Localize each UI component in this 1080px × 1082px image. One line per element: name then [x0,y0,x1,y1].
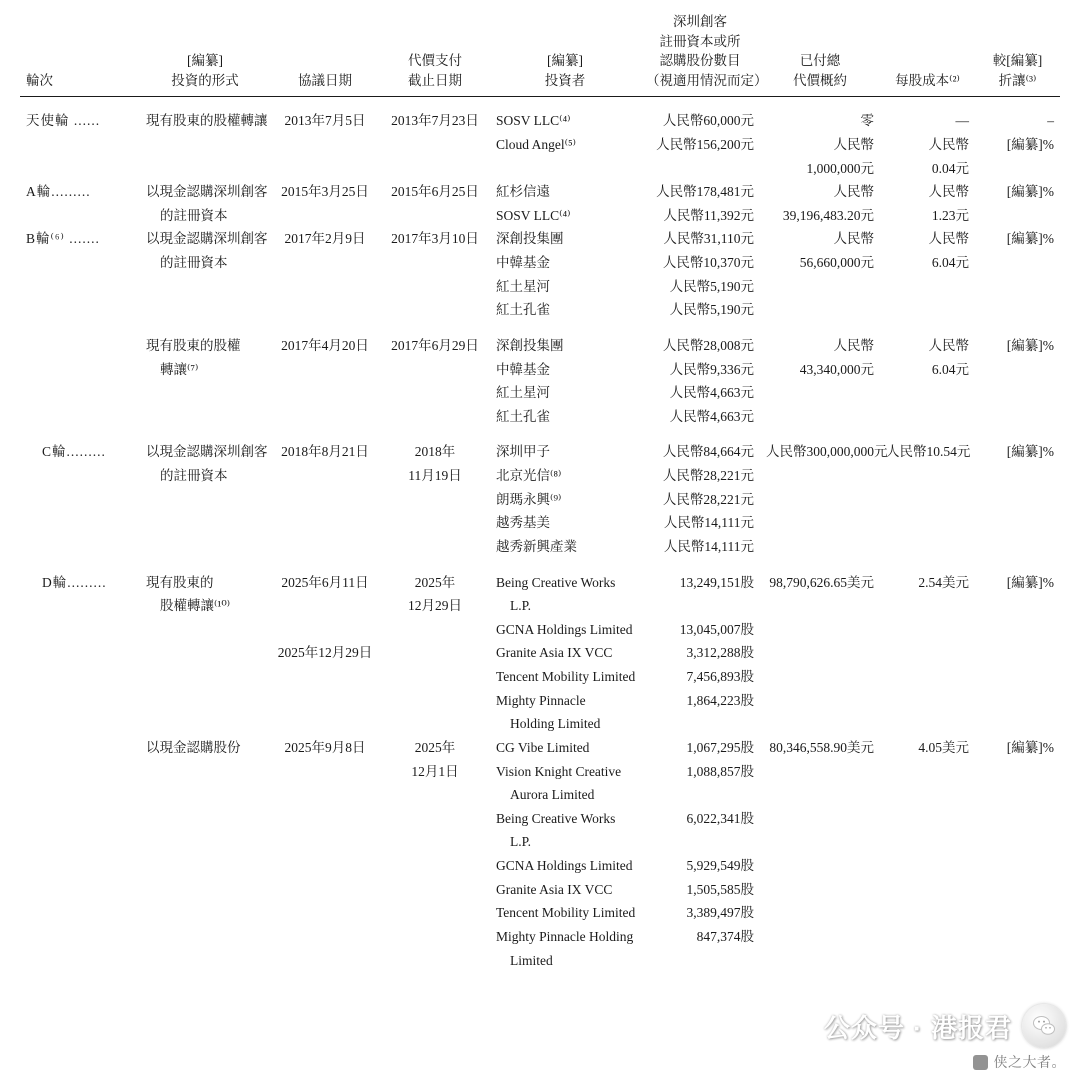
cell-line: Cloud Angel⁽⁵⁾ [496,136,576,152]
cell-line: 12月1日 [411,763,459,779]
cell-agreement-date [270,440,380,558]
cell-line: 人民幣9,336元 [669,361,754,377]
cell-line: 人民幣 [928,337,969,353]
cell-line: 越秀基美 [496,515,550,531]
cell-line: GCNA Holdings Limited [496,621,633,637]
cell-line: Granite Asia IX VCC [496,645,613,661]
cell-cost-per-share [880,571,975,736]
cell-cost-per-share [880,109,975,180]
cell-form [140,227,270,322]
spacer-row [20,428,1060,440]
cell-line: [編纂]% [1006,574,1054,590]
cell-line: 2017年6月29日 [391,337,479,353]
table-row [20,334,1060,429]
cell-line: 以現金認購深圳創客 [146,184,268,200]
cell-line: 人民幣28,221元 [662,468,754,483]
spacer-row [20,97,1060,110]
cell-line: [編纂]% [1006,136,1054,152]
cell-form [140,334,270,429]
cell-agreement-date [270,571,380,736]
cell-line: 1,000,000元 [806,160,874,176]
cell-line: 人民幣60,000元 [662,113,754,129]
cell-form [140,109,270,180]
cell-line: 中韓基金 [496,361,550,377]
cell-line: [編纂]% [1006,444,1054,460]
cell-total-consideration [760,180,880,227]
watermark-subtext: 侠之大者。 [993,1054,1066,1070]
cell-line: 4.05美元 [918,739,969,755]
cell-line: 越秀新興產業 [496,538,577,554]
table-row [20,227,1060,322]
cell-form [140,440,270,558]
cell-discount [975,109,1060,180]
header-line: 投資的形式 [171,72,239,88]
cell-line: Being Creative Works [496,810,616,826]
column-header-cost-per-share [880,12,975,97]
cell-line: 2025年6月11日 [281,574,369,590]
cell-line: [編纂]% [1006,337,1054,353]
cell-cost-per-share [880,180,975,227]
cell-line: Mighty Pinnacle [496,692,586,708]
cell-line: 人民幣156,200元 [656,136,754,152]
table-row [20,180,1060,227]
header-line: 折讓⁽³⁾ [998,72,1037,88]
cell-total-consideration [760,334,880,429]
cell-line: 1,067,295股 [686,739,754,755]
cell-line: [編纂]% [1006,739,1054,755]
cell-form [140,571,270,736]
cell-line: 人民幣 [833,136,874,152]
cell-line: Tencent Mobility Limited [496,669,636,684]
header-line: 代價概約 [793,72,847,88]
cell-amount [640,440,760,558]
cell-line: 2025年12月29日 [277,645,373,661]
header-line: 輪次 [26,72,53,88]
cell-line: 3,389,497股 [686,905,754,921]
cell-investors [490,440,640,558]
column-header-form [140,12,270,97]
cell-line: 1,088,857股 [686,763,754,779]
column-header-agreement-date [270,12,380,97]
column-header-registered-capital [640,12,768,97]
cell-line: 2.54美元 [918,574,969,590]
cell-agreement-date [270,334,380,429]
cell-discount [975,736,1060,972]
cell-total-consideration [760,440,888,558]
table-row [20,109,1060,180]
cell-line: 以現金認購股份 [146,739,241,755]
cell-line: 56,660,000元 [799,255,874,270]
cell-line: 人民幣10.54元 [886,444,971,460]
avatar [973,1055,988,1070]
cell-line: 2013年7月23日 [391,113,479,129]
cell-line: 朗瑪永興⁽⁹⁾ [496,491,562,507]
cell-line: 人民幣300,000,000元 [766,444,888,460]
cell-line: 2017年4月20日 [281,337,369,353]
cell-line: Tencent Mobility Limited [496,905,636,921]
spacer-row [20,559,1060,571]
cell-payment-deadline [380,109,490,180]
cell-investors [490,180,640,227]
cell-form [140,180,270,227]
cell-line: [編纂]% [1006,184,1054,200]
cell-line: 人民幣 [833,184,874,200]
cell-line: [編纂]% [1006,231,1054,247]
header-line: 認購股份數目 [659,53,741,69]
cell-total-consideration [760,109,880,180]
cell-total-consideration [760,736,880,972]
cell-line: Granite Asia IX VCC [496,881,613,897]
cell-line: 6,022,341股 [686,810,754,826]
cell-line: 深創投集團 [496,337,564,353]
cell-line: 13,249,151股 [679,574,754,590]
watermark-main-row [824,1004,1066,1048]
cell-line: 紅杉信遠 [496,184,550,200]
cell-line: 深創投集團 [496,231,564,247]
cell-discount [975,334,1060,429]
cell-line: 2018年8月21日 [281,444,369,460]
watermark [824,1004,1066,1072]
cell-round [20,571,140,736]
cell-line: 人民幣 [928,184,969,200]
cell-line: 7,456,893股 [686,669,754,684]
header-line: 截止日期 [408,72,462,88]
cell-amount [640,736,760,972]
cell-line: 2017年2月9日 [284,231,366,247]
cell-line: 紅土孔雀 [496,408,550,424]
cell-line: Holding Limited [510,716,601,732]
cell-round: A輪......... [26,184,91,200]
cell-line: 人民幣4,663元 [669,385,754,401]
column-header-payment-deadline [380,12,490,97]
cell-payment-deadline [380,440,490,558]
header-line: 協議日期 [298,72,352,88]
cell-line: 人民幣5,190元 [669,302,754,318]
column-header-discount [975,12,1060,97]
header-line: [編纂] [187,53,223,69]
cell-line: 轉讓⁽⁷⁾ [160,361,199,377]
cell-line: 北京光信⁽⁸⁾ [496,468,562,483]
cell-line: Limited [510,952,553,968]
cell-investors [490,334,640,429]
cell-round [20,334,140,429]
cell-agreement-date [270,736,380,972]
header-line: 註冊資本或所 [659,33,741,49]
cell-amount [640,334,760,429]
cell-line: CG Vibe Limited [496,739,590,755]
cell-discount [975,180,1060,227]
cell-line: — [955,113,969,129]
header-line: 已付總 [799,53,841,69]
table-body [20,97,1060,972]
cell-line: 現有股東的股權轉讓 [146,113,268,129]
cell-line: Vision Knight Creative [496,763,622,779]
header-line: 代價支付 [408,53,462,69]
cell-line: GCNA Holdings Limited [496,858,633,873]
cell-payment-deadline [380,571,490,736]
cell-form [140,736,270,972]
header-line: 深圳創客 [673,14,727,29]
cell-round [20,736,140,972]
cell-line: 人民幣28,008元 [662,337,754,353]
document-page [0,12,1080,1082]
cell-line: 98,790,626.65美元 [769,574,874,590]
cell-line: 人民幣4,663元 [669,408,754,424]
cell-line: L.P. [510,598,532,614]
watermark-author [973,1052,1067,1072]
cell-line: 1,864,223股 [686,692,754,708]
cell-line: Mighty Pinnacle Holding [496,928,634,944]
cell-line: 847,374股 [696,928,754,944]
spacer-row [20,322,1060,334]
cell-line: 人民幣5,190元 [669,278,754,294]
cell-line: 12月29日 [408,598,462,614]
cell-line: D輪......... [42,574,107,590]
cell-line: 2013年7月5日 [284,113,366,129]
cell-line: 人民幣84,664元 [662,444,754,460]
cell-total-consideration [760,227,880,322]
cell-line: 5,929,549股 [686,858,754,873]
cell-line: 的註冊資本 [160,468,228,483]
cell-line: 人民幣 [928,136,969,152]
cell-amount [640,180,760,227]
cell-line: 紅土星河 [496,385,550,401]
cell-cost-per-share [880,334,975,429]
watermark-text: 公众号 · 港报君 [823,1012,1012,1043]
cell-line: 2015年6月25日 [391,184,479,200]
cell-payment-deadline [380,180,490,227]
cell-payment-deadline [380,227,490,322]
cell-total-consideration [760,571,880,736]
cell-round: B輪⁽⁶⁾ ....... [26,231,100,247]
cell-cost-per-share [880,736,975,972]
cell-line: 的註冊資本 [160,207,228,223]
cell-line: 現有股東的 [146,574,214,590]
header-line: 每股成本⁽²⁾ [895,72,960,88]
cell-line: 人民幣 [833,337,874,353]
cell-investors [490,227,640,322]
column-header-total-consideration [760,12,880,97]
cell-line: 1,505,585股 [686,881,754,897]
cell-discount [975,440,1060,558]
cell-line: 1.23元 [931,207,969,223]
cell-line: 股權轉讓⁽¹⁰⁾ [160,598,231,614]
cell-agreement-date [270,227,380,322]
header-line: [編纂] [547,53,583,69]
cell-line: Aurora Limited [510,787,595,803]
cell-line: 人民幣14,111元 [663,515,754,531]
cell-line: 中韓基金 [496,255,550,270]
cell-line: 人民幣10,370元 [662,255,754,270]
cell-round [20,440,140,558]
cell-line: SOSV LLC⁽⁴⁾ [496,207,571,223]
table-row [20,736,1060,972]
cell-line: Being Creative Works [496,574,616,590]
cell-cost-per-share [880,227,975,322]
cell-line: 11月19日 [408,468,462,483]
table-header [20,12,1060,97]
cell-amount [640,571,760,736]
cell-agreement-date [270,180,380,227]
cell-agreement-date [270,109,380,180]
cell-line: 3,312,288股 [686,645,754,661]
cell-line: 80,346,558.90美元 [769,739,874,755]
cell-line: 深圳甲子 [496,444,550,460]
cell-line: SOSV LLC⁽⁴⁾ [496,113,571,129]
cell-line: 人民幣14,111元 [663,538,754,554]
cell-line: 2025年 [414,739,456,755]
column-header-round [20,12,140,97]
cell-line: 人民幣178,481元 [656,184,754,200]
cell-line: L.P. [510,834,532,850]
cell-line: 紅土孔雀 [496,302,550,318]
cell-payment-deadline [380,334,490,429]
cell-amount [640,109,760,180]
cell-line: 39,196,483.20元 [782,207,874,223]
cell-line: 2025年9月8日 [284,739,366,755]
cell-line: 人民幣28,221元 [662,491,754,507]
table-row [20,571,1060,736]
cell-investors [490,571,640,736]
cell-line: 人民幣11,392元 [663,207,754,223]
cell-line: 13,045,007股 [679,621,754,637]
cell-line: 人民幣 [833,231,874,247]
table-row [20,440,1060,558]
cell-line: 紅土星河 [496,278,550,294]
cell-discount [975,571,1060,736]
column-header-investor [490,12,640,97]
header-line: 較[編纂] [992,53,1043,69]
cell-line: 人民幣 [928,231,969,247]
cell-line: – [1047,113,1054,129]
cell-discount [975,227,1060,322]
cell-round: 天使輪 ...... [26,113,101,129]
cell-line: 以現金認購深圳創客 [146,231,268,247]
cell-line: 的註冊資本 [160,255,228,270]
cell-line: 6.04元 [931,361,969,377]
cell-cost-per-share [880,440,975,558]
cell-investors [490,736,640,972]
cell-line: 0.04元 [931,160,969,176]
cell-line: 2017年3月10日 [391,231,479,247]
cell-line: 現有股東的股權 [146,337,241,353]
wechat-icon [1022,1004,1066,1048]
header-line: 投資者 [544,72,586,88]
header-line: （視適用情況而定） [646,72,768,88]
cell-line: 零 [860,113,874,129]
cell-line: 2015年3月25日 [281,184,369,200]
cell-payment-deadline [380,736,490,972]
cell-line: 人民幣31,110元 [663,231,754,247]
cell-line: 以現金認購深圳創客 [146,444,268,460]
cell-line: 43,340,000元 [799,361,874,377]
cell-line: 6.04元 [931,255,969,270]
cell-amount [640,227,760,322]
cell-line: 2018年 [414,444,456,460]
cell-line: 2025年 [414,574,456,590]
cell-investors [490,109,640,180]
cell-line: C輪......... [42,444,106,460]
pre-ipo-investment-table [20,12,1060,972]
